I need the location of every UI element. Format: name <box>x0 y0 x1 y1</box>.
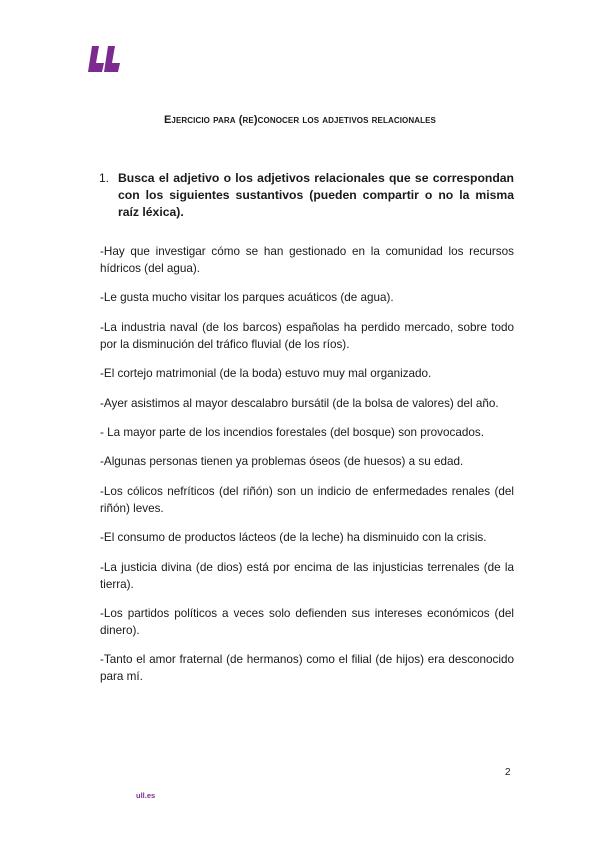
exercise-instruction: Busca el adjetivo o los adjetivos relacionales que se correspondan con los siguientes sustantivos (pueden compartir o no la misma raíz léxica). <box>118 171 514 219</box>
sentence-list <box>100 243 514 698</box>
exercise-item <box>99 170 514 221</box>
sentence-item: -Los cólicos nefríticos (del riñón) son un indicio de enfermedades renales (del riñón) leves. <box>100 484 514 515</box>
footer-link[interactable]: ull.es <box>136 791 156 800</box>
sentence-item: -Los partidos políticos a veces solo defienden sus intereses económicos (del dinero). <box>100 606 514 637</box>
sentence-item: -El consumo de productos lácteos (de la leche) ha disminuido con la crisis. <box>100 531 487 545</box>
sentence-item: -La industria naval (de los barcos) españolas ha perdido mercado, sobre todo por la disminución del tráfico fluvial (de los ríos). <box>100 320 514 351</box>
sentence-item: - La mayor parte de los incendios forestales (del bosque) son provocados. <box>100 425 484 439</box>
ull-logo-icon <box>88 46 122 72</box>
sentence-item: -Le gusta mucho visitar los parques acuáticos (de agua). <box>100 291 394 305</box>
exercise-number: 1. <box>99 171 110 185</box>
exercise-title: Ejercicio para (re)conocer los adjetivos relacionales <box>163 114 436 126</box>
sentence-item: -Tanto el amor fraternal (de hermanos) como el filial (de hijos) era desconocido para mí. <box>100 653 514 684</box>
sentence-item: -El cortejo matrimonial (de la boda) estuvo muy mal organizado. <box>100 367 432 381</box>
sentence-item: -Ayer asistimos al mayor descalabro bursátil (de la bolsa de valores) del año. <box>100 396 499 410</box>
sentence-item: -La justicia divina (de dios) está por encima de las injusticias terrenales (de la tierra). <box>100 560 514 591</box>
sentence-item: -Algunas personas tienen ya problemas óseos (de huesos) a su edad. <box>100 455 464 469</box>
sentence-item: -Hay que investigar cómo se han gestionado en la comunidad los recursos hídricos (del agua). <box>100 245 514 275</box>
page-number: 2 <box>505 767 511 778</box>
